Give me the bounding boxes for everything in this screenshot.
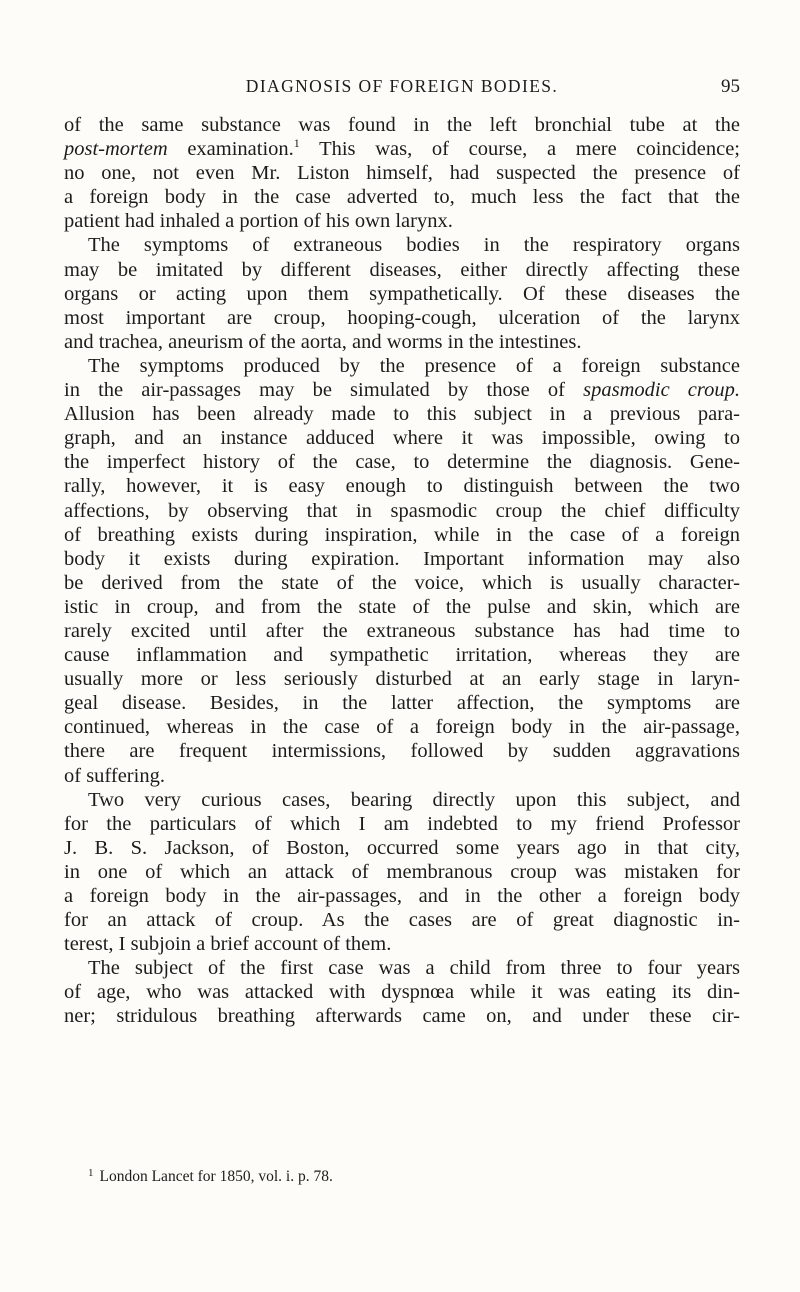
- text-line: of suffering.: [64, 764, 165, 787]
- body-text: [64, 113, 740, 1029]
- text-line: organs or acting upon them sympathetically. Of these diseases the: [64, 282, 740, 305]
- text-line: may be imitated by different diseases, either directly affecting these: [64, 258, 740, 281]
- text-line: rarely excited until after the extraneous substance has had time to: [64, 619, 740, 642]
- text-line: geal disease. Besides, in the latter affection, the symptoms are: [64, 692, 740, 715]
- text-line: a foreign body in the air-passages, and in the other a foreign body: [64, 885, 740, 907]
- running-title: DIAGNOSIS OF FOREIGN BODIES.: [245, 76, 559, 96]
- text-line: there are frequent intermissions, followed by sudden aggravations: [64, 740, 740, 763]
- footnote: [88, 1167, 740, 1186]
- text-line: continued, whereas in the case of a foreign body in the air-passage,: [64, 716, 740, 739]
- text-line: the imperfect history of the case, to determine the diagnosis. Gene-: [64, 451, 740, 474]
- page-number: 95: [721, 76, 740, 97]
- text-line: body it exists during expiration. Important information may also: [64, 547, 740, 570]
- text-line: patient had inhaled a portion of his own larynx.: [64, 210, 453, 233]
- text-line: of age, who was attacked with dyspnœa while it was eating its din-: [64, 981, 740, 1004]
- text-line: rally, however, it is easy enough to distinguish between the two: [64, 475, 740, 498]
- text-line: cause inflammation and sympathetic irritation, whereas they are: [64, 644, 740, 667]
- text-line: ner; stridulous breathing afterwards came on, and under these cir-: [64, 1005, 740, 1028]
- text-line: Allusion has been already made to this subject in a previous para-: [64, 403, 740, 426]
- text-line: no one, not even Mr. Liston himself, had suspected the presence of: [64, 162, 740, 185]
- text-line: of the same substance was found in the left bronchial tube at the: [64, 114, 740, 136]
- running-head: [64, 76, 740, 102]
- italic-term: post-mortem: [64, 138, 168, 161]
- footnote-reference: 1: [293, 136, 300, 151]
- paragraph-start: The symptoms produced by the presence of a foreign substance: [88, 354, 740, 377]
- text-line: istic in croup, and from the state of the pulse and skin, which are: [64, 595, 740, 618]
- text-line: of breathing exists during inspiration, while in the case of a foreign: [64, 523, 740, 546]
- footnote-mark: 1: [88, 1167, 94, 1179]
- text-line: post-mortem examination.$^1$ This was, of course, a mere coincidence;: [64, 136, 740, 161]
- text-line: most important are croup, hooping-cough, ulceration of the larynx: [64, 306, 740, 329]
- text-line: a foreign body in the case adverted to, much less the fact that the: [64, 186, 740, 209]
- text-line: affections, by observing that in spasmodic croup the chief difficulty: [64, 499, 740, 522]
- paragraph-start: Two very curious cases, bearing directly upon this subject, and: [88, 788, 740, 811]
- text-line: terest, I subjoin a brief account of them.: [64, 933, 392, 956]
- text-line: in one of which an attack of membranous croup was mistaken for: [64, 860, 740, 883]
- text-line: for the particulars of which I am indebted to my friend Professor: [64, 812, 740, 835]
- paragraph-start: The symptoms of extraneous bodies in the respiratory organs: [88, 234, 740, 257]
- text-line: and trachea, aneurism of the aorta, and worms in the intestines.: [64, 330, 582, 353]
- italic-term: spasmodic croup.: [583, 379, 740, 402]
- paragraph-start: The subject of the first case was a child from three to four years: [88, 957, 740, 980]
- footnote-text: London Lancet for 1850, vol. i. p. 78.: [99, 1168, 333, 1185]
- text-line: in the air-passages may be simulated by those of spasmodic croup.: [64, 379, 740, 402]
- text-line: graph, and an instance adduced where it was impossible, owing to: [64, 427, 740, 450]
- text-line: J. B. S. Jackson, of Boston, occurred some years ago in that city,: [64, 836, 740, 859]
- text-line: for an attack of croup. As the cases are of great diagnostic in-: [64, 909, 740, 932]
- text-line: usually more or less seriously disturbed at an early stage in laryn-: [64, 668, 740, 691]
- text-line: be derived from the state of the voice, which is usually character-: [64, 571, 740, 594]
